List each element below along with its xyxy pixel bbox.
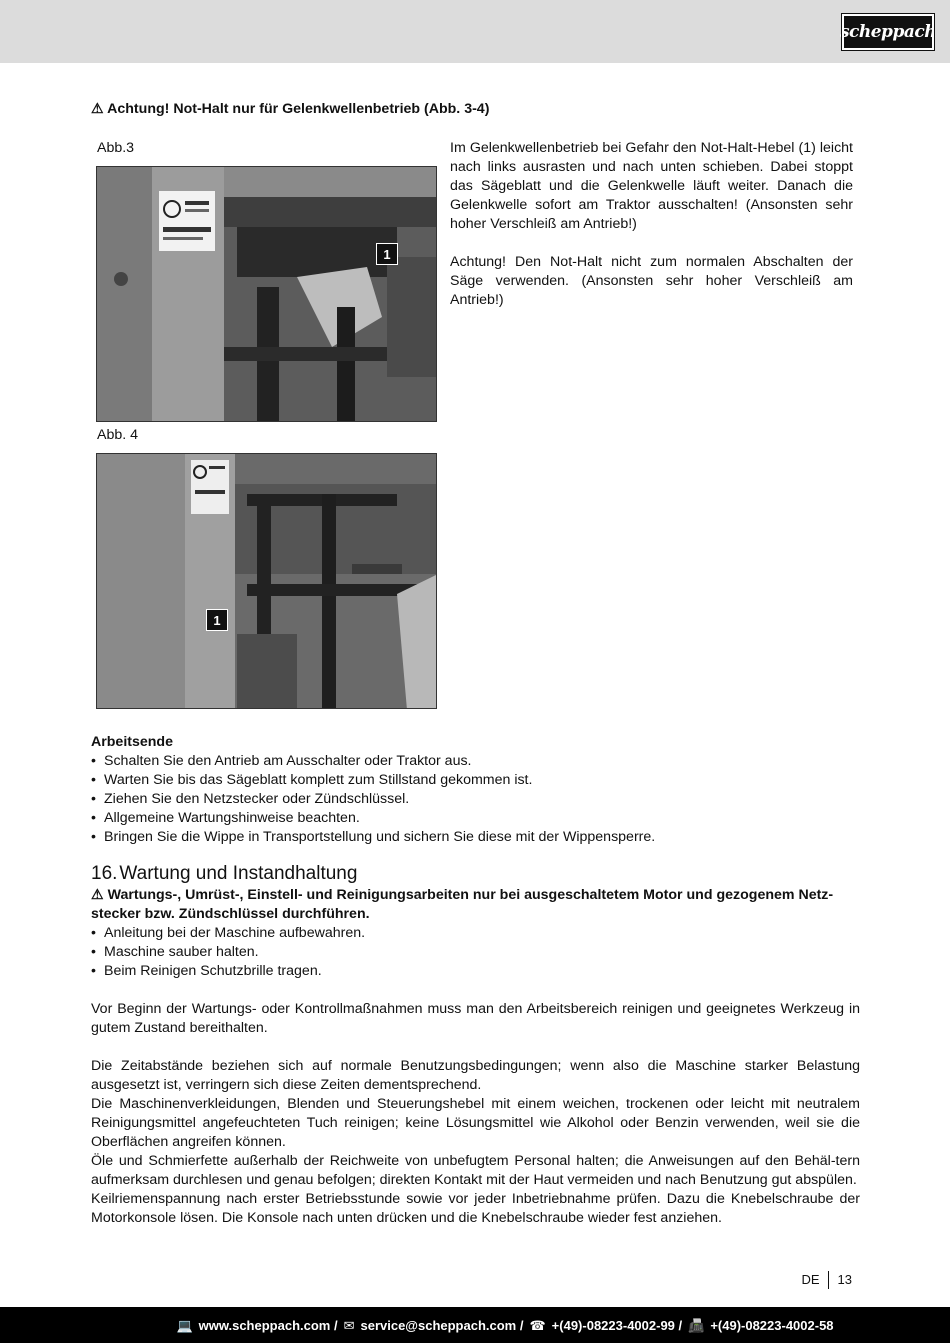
list-item: • Maschine sauber halten.	[91, 943, 860, 962]
figure-4-label: Abb. 4	[97, 427, 139, 443]
maintenance-paragraph: Vor Beginn der Wartungs- oder Kontrollmaßnahmen muss man den Arbeitsbereich reinigen und geeignetes Werkzeug in gutem Zustand bereithalten.	[91, 1001, 860, 1036]
list-item: • Schalten Sie den Antrieb am Ausschalter oder Traktor aus.	[91, 752, 860, 771]
figure-3-callout: 1	[376, 243, 398, 265]
emergency-stop-heading: ⚠ Achtung! Not-Halt nur für Gelenkwellenbetrieb (Abb. 3-4)	[91, 101, 490, 117]
intro-paragraph-2: Achtung! Den Not-Halt nicht zum normalen Abschalten der Säge verwenden. (Ansonsten sehr hoher Verschleiß am Antrieb!)	[450, 254, 853, 308]
list-item: • Bringen Sie die Wippe in Transportstellung und sichern Sie diese mit der Wippensperre.	[91, 828, 860, 847]
language-code: DE	[801, 1272, 820, 1287]
section-16	[91, 863, 860, 1228]
list-item: • Anleitung bei der Maschine aufbewahren.	[91, 924, 860, 943]
maintenance-paragraph: Keilriemenspannung nach erster Betriebsstunde sowie vor jeder Inbetriebnahme prüfen. Dazu die Knebelschraube der Motorkonsole lösen. Die Konsole nach unten drücken und die Knebelschraube wieder fest anziehen.	[91, 1191, 860, 1226]
list-item: • Warten Sie bis das Sägeblatt komplett zum Stillstand gekommen ist.	[91, 771, 860, 790]
intro-paragraph-1: Im Gelenkwellenbetrieb bei Gefahr den Not-Halt-Hebel (1) leicht nach links ausrasten und nach unten schieben. Dabei stoppt das Sägeblatt und die Gelenkwelle läuft weiter. Danach die Gelenkwelle sofort am Traktor ausschalten! (Ansonsten sehr hoher Verschleiß am Antrieb!)	[450, 140, 853, 232]
section-number: 16.	[91, 863, 118, 884]
website-link[interactable]: www.scheppach.com /	[198, 1317, 338, 1333]
arbeitsende-section	[91, 733, 860, 847]
scheppach-logo: scheppach	[842, 14, 934, 50]
phone-number: +(49)-08223-4002-99 /	[551, 1317, 683, 1333]
header-bar	[0, 0, 950, 63]
page-indicator	[801, 1270, 852, 1289]
maintenance-warning: ⚠ Wartungs-, Umrüst-, Einstell- und Reinigungsarbeiten nur bei ausgeschaltetem Motor und gezogenem Netz-stecker bzw. Zündschlüssel durchführen.	[91, 887, 834, 922]
mail-icon: ✉	[343, 1317, 355, 1333]
list-item: • Ziehen Sie den Netzstecker oder Zündschlüssel.	[91, 790, 860, 809]
page-number: 13	[837, 1272, 852, 1287]
figure-4-callout: 1	[206, 609, 228, 631]
email-link[interactable]: service@scheppach.com /	[360, 1317, 524, 1333]
contact-footer	[0, 1307, 950, 1343]
figure-4-photo	[96, 453, 437, 709]
section-title-text: Wartung und Instandhaltung	[119, 863, 358, 884]
fax-icon: 📠	[688, 1317, 705, 1333]
figure-3-photo	[96, 166, 437, 422]
phone-icon: ☎	[529, 1317, 546, 1333]
maintenance-paragraph: Die Maschinenverkleidungen, Blenden und Steuerungshebel mit einem weichen, trockenen oder leicht mit neutralem Reinigungsmittel angefeuchteten Tuch reinigen; keine Lösungsmittel wie Alkohol oder Benzin verwenden, weil sie die Oberflächen angreifen können.	[91, 1096, 860, 1150]
arbeitsende-list	[91, 752, 860, 847]
maintenance-paragraph: Die Zeitabstände beziehen sich auf normale Benutzungsbedingungen; wenn also die Maschine starker Belastung ausgesetzt ist, verringern sich diese Zeiten dementsprechend.	[91, 1058, 860, 1093]
maintenance-list	[91, 924, 860, 981]
arbeitsende-title: Arbeitsende	[91, 734, 173, 750]
computer-icon: 💻	[176, 1317, 193, 1333]
section-16-title	[91, 863, 860, 885]
figure-3-label: Abb.3	[97, 140, 135, 156]
list-item: • Allgemeine Wartungshinweise beachten.	[91, 809, 860, 828]
list-item: • Beim Reinigen Schutzbrille tragen.	[91, 962, 860, 981]
fax-number: +(49)-08223-4002-58	[710, 1317, 834, 1333]
emergency-stop-description	[450, 139, 853, 329]
maintenance-paragraph: Öle und Schmierfette außerhalb der Reichweite von unbefugtem Personal halten; die Anweisungen auf den Behäl-tern aufmerksam durchlesen und genau befolgen; direkten Kontakt mit der Haut vermeiden und nach Benutzung gut abspülen.	[91, 1153, 860, 1188]
divider	[828, 1271, 829, 1289]
